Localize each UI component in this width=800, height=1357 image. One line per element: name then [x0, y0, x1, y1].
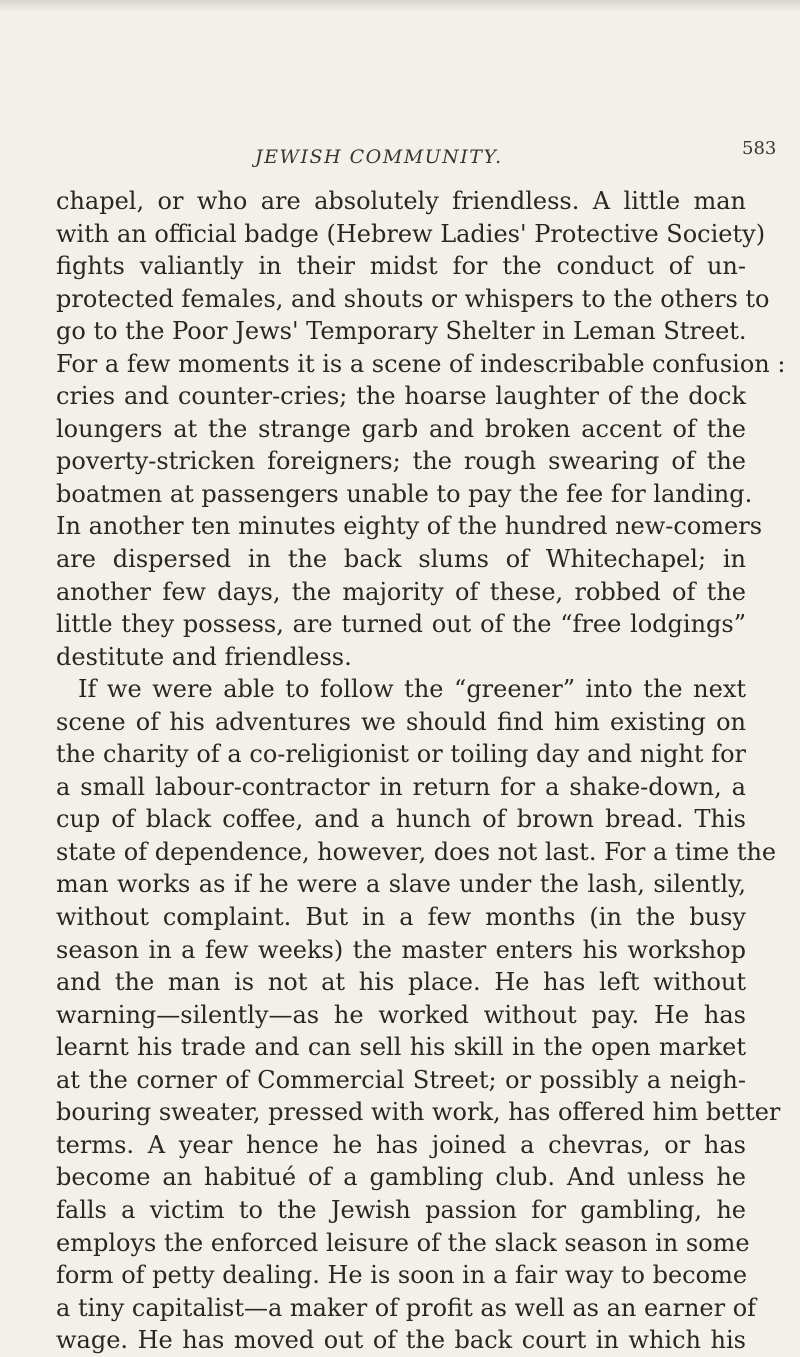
text-line: protected females, and shouts or whispers to the others to — [56, 284, 770, 313]
text-line: are dispersed in the back slums of Whitechapel; in — [56, 545, 746, 574]
text-line: form of petty dealing. He is soon in a fair way to become — [56, 1261, 748, 1290]
text-line: fights valiantly in their midst for the conduct of un- — [56, 252, 746, 281]
text-line: destitute and friendless. — [56, 642, 352, 671]
text-line: bouring sweater, pressed with work, has offered him better — [56, 1098, 781, 1127]
text-line: a small labour-contractor in return for a shake-down, a — [56, 772, 746, 801]
text-line: and the man is not at his place. He has left without — [56, 968, 746, 997]
text-line: boatmen at passengers unable to pay the fee for landing. — [56, 479, 753, 508]
text-line: cries and counter-cries; the hoarse laughter of the dock — [56, 382, 746, 411]
text-line: poverty-stricken foreigners; the rough swearing of the — [56, 447, 746, 476]
text-line: employs the enforced leisure of the slack season in some — [56, 1228, 750, 1257]
text-line: loungers at the strange garb and broken accent of the — [56, 414, 746, 443]
body-text — [56, 185, 786, 1357]
text-line: terms. A year hence he has joined a chevras, or has — [56, 1130, 746, 1159]
text-line: chapel, or who are absolutely friendless. A little man — [56, 187, 746, 215]
text-line: For a few moments it is a scene of indescribable confusion : — [56, 349, 786, 378]
text-line: scene of his adventures we should find him existing on — [56, 707, 746, 736]
text-line: go to the Poor Jews' Temporary Shelter in Leman Street. — [56, 317, 747, 346]
text-line: state of dependence, however, does not last. For a time the — [56, 837, 777, 866]
text-line: with an official badge (Hebrew Ladies' Protective Society) — [56, 219, 766, 248]
text-line: become an habitué of a gambling club. And unless he — [56, 1163, 746, 1192]
text-line: without complaint. But in a few months (in the busy — [56, 903, 746, 932]
text-line: another few days, the majority of these, robbed of the — [56, 577, 746, 606]
page-number: 583 — [742, 138, 777, 159]
running-title: JEWISH COMMUNITY. — [255, 146, 503, 168]
text-line: If we were able to follow the “greener” into the next — [78, 675, 746, 704]
text-line: a tiny capitalist—a maker of profit as well as an earner of — [56, 1293, 757, 1322]
text-line: at the corner of Commercial Street; or possibly a neigh- — [56, 1065, 746, 1094]
text-line: cup of black coffee, and a hunch of brown bread. This — [56, 805, 746, 834]
running-head — [0, 138, 800, 176]
text-line: man works as if he were a slave under the lash, silently, — [56, 870, 746, 899]
text-line: warning—silently—as he worked without pay. He has — [56, 1000, 746, 1029]
text-line: season in a few weeks) the master enters his workshop — [56, 935, 746, 964]
text-line: wage. He has moved out of the back court in which his — [56, 1326, 746, 1355]
text-line: little they possess, are turned out of the “free lodgings” — [56, 610, 746, 639]
text-line: In another ten minutes eighty of the hundred new-comers — [56, 512, 763, 541]
text-line: falls a victim to the Jewish passion for gambling, he — [56, 1195, 746, 1224]
text-line: learnt his trade and can sell his skill in the open market — [56, 1033, 746, 1062]
text-line: the charity of a co-religionist or toiling day and night for — [56, 740, 746, 769]
